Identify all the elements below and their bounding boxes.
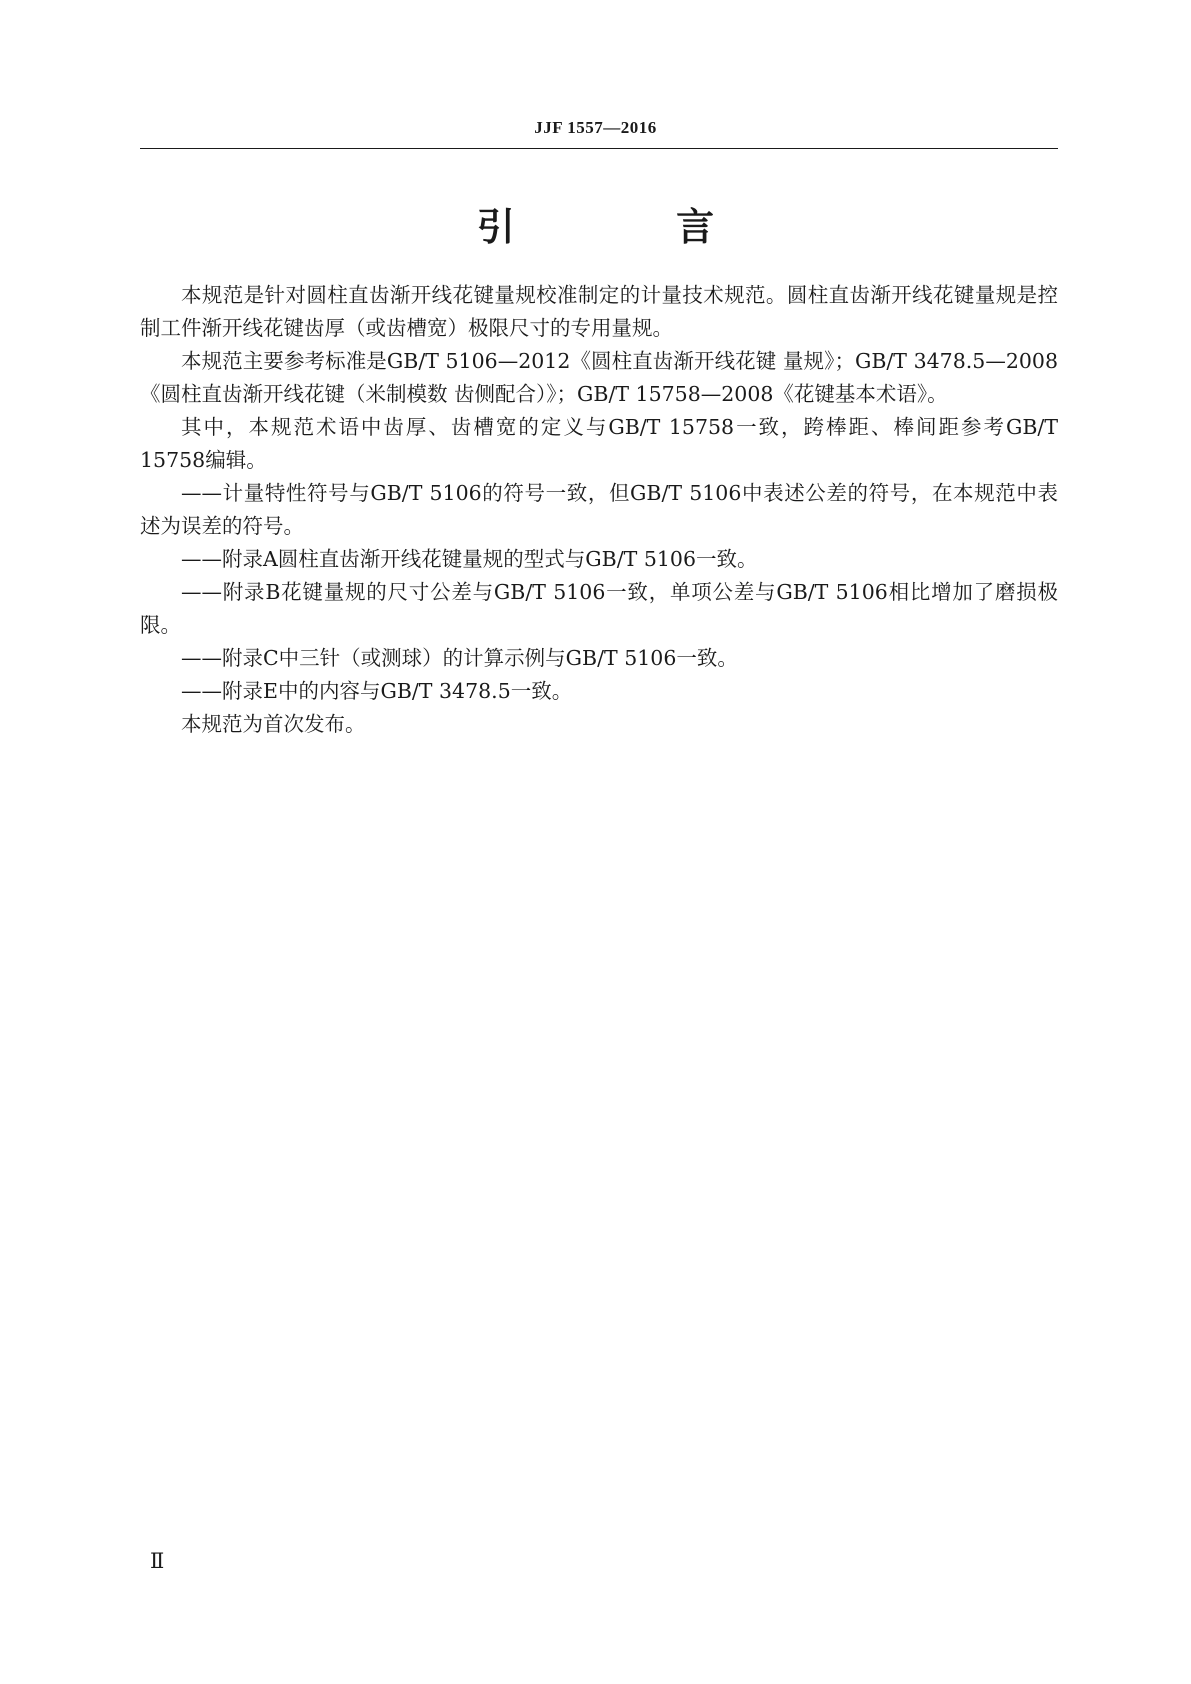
paragraph-appendix-b: ——附录B花键量规的尺寸公差与GB/T 5106一致，单项公差与GB/T 5106相比增加了磨损极限。 <box>140 580 1058 637</box>
header-divider <box>140 148 1058 149</box>
body-text <box>140 279 1058 741</box>
page-number: Ⅱ <box>150 1549 165 1573</box>
paragraph-terms: 其中，本规范术语中齿厚、齿槽宽的定义与GB/T 15758一致，跨棒距、棒间距参考GB/T 15758编辑。 <box>140 415 1058 472</box>
paragraph-symbols: ——计量特性符号与GB/T 5106的符号一致，但GB/T 5106中表述公差的符号，在本规范中表述为误差的符号。 <box>140 481 1058 538</box>
paragraph-appendix-c: ——附录C中三针（或测球）的计算示例与GB/T 5106一致。 <box>181 646 738 670</box>
paragraph-appendix-e: ——附录E中的内容与GB/T 3478.5一致。 <box>181 679 573 703</box>
paragraph-references: 本规范主要参考标准是GB/T 5106—2012《圆柱直齿渐开线花键 量规》；GB/T 3478.5—2008《圆柱直齿渐开线花键（米制模数 齿侧配合）》；GB/T 15758—2008《花键基本术语》。 <box>140 349 1058 406</box>
paragraph-appendix-a: ——附录A圆柱直齿渐开线花键量规的型式与GB/T 5106一致。 <box>181 547 758 571</box>
document-code-header: JJF 1557—2016 <box>534 118 657 137</box>
paragraph-intro: 本规范是针对圆柱直齿渐开线花键量规校准制定的计量技术规范。圆柱直齿渐开线花键量规是控制工件渐开线花键齿厚（或齿槽宽）极限尺寸的专用量规。 <box>140 283 1058 340</box>
paragraph-first-release: 本规范为首次发布。 <box>181 712 366 736</box>
page-title: 引 言 <box>476 205 789 249</box>
